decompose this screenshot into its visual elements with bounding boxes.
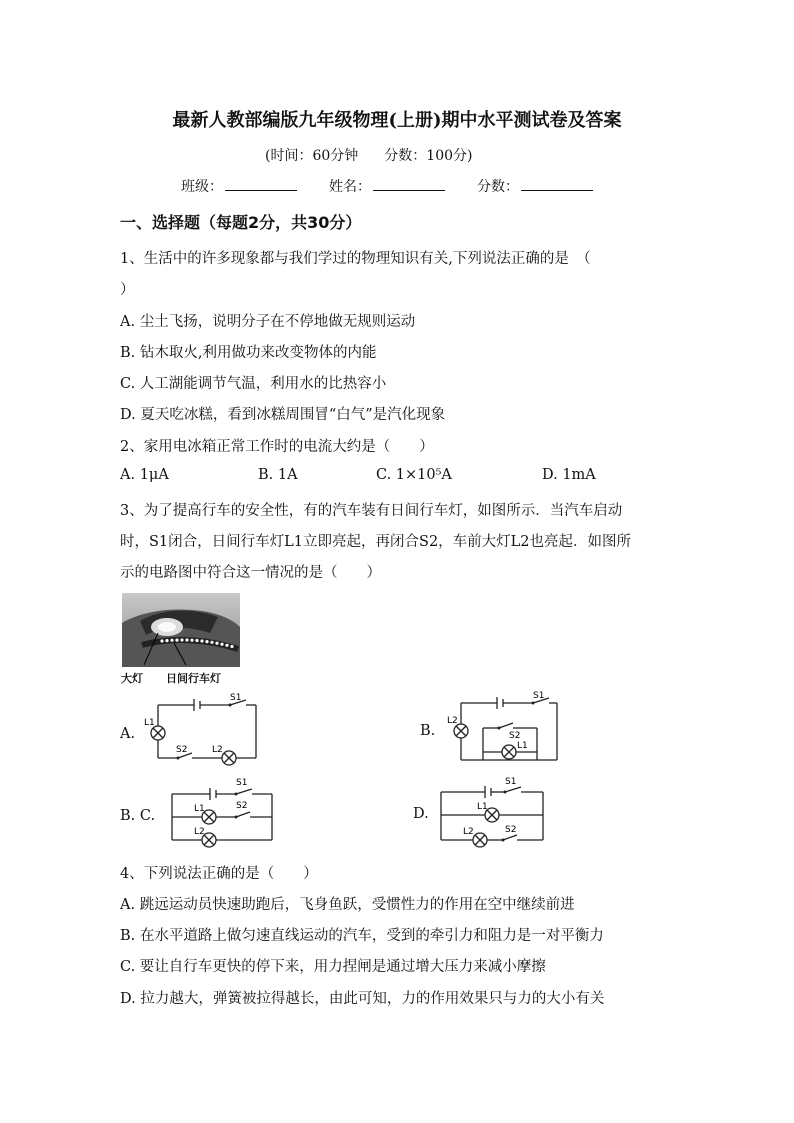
page-title: 最新人教部编版九年级物理(上册)期中水平测试卷及答案 (172, 110, 622, 131)
q1-option-c: C. 人工湖能调节气温，利用水的比热容小 (120, 376, 387, 392)
sym-l2: L2 (212, 745, 223, 755)
sym-s1: S1 (236, 778, 248, 788)
q4-option-a: A. 跳远运动员快速助跑后，飞身鱼跃，受惯性力的作用在空中继续前进 (120, 897, 575, 913)
q3-option-d-label: D. (413, 806, 429, 822)
name-blank[interactable] (373, 176, 445, 191)
sym-l2: L2 (463, 827, 474, 837)
q4-option-b: B. 在水平道路上做匀速直线运动的汽车，受到的牵引力和阻力是一对平衡力 (120, 928, 604, 944)
q1-option-d: D. 夏天吃冰糕，看到冰糕周围冒“白气”是汽化现象 (120, 407, 446, 423)
q3-stem-1: 3、为了提高行车的安全性，有的汽车装有日间行车灯，如图所示．当汽车启动 (120, 503, 623, 519)
label-daytime-light: 日间行车灯 (166, 672, 221, 685)
section-heading: 一、选择题（每题2分，共30分） (120, 213, 362, 232)
circuit-diagram-b (445, 688, 575, 772)
circuit-diagram-c (164, 774, 284, 856)
q1-option-a: A. 尘土飞扬，说明分子在不停地做无规则运动 (120, 314, 416, 330)
sym-s1: S1 (505, 777, 517, 787)
q3-option-a-label: A. (120, 726, 136, 742)
q2-option-c: C. 1×10⁵A (376, 467, 452, 483)
q2-option-b: B. 1A (258, 467, 298, 483)
sym-l1: L1 (194, 804, 205, 814)
q4-option-c: C. 要让自行车更快的停下来，用力捏闸是通过增大压力来减小摩擦 (120, 959, 546, 975)
exam-subtitle (265, 145, 498, 165)
circuit-diagram-d (433, 772, 553, 856)
sym-l1: L1 (517, 741, 528, 751)
q2-option-a: A. 1μA (120, 467, 169, 483)
sym-s1: S1 (533, 691, 545, 701)
q1-stem: 1、生活中的许多现象都与我们学过的物理知识有关,下列说法正确的是 （ (120, 251, 591, 267)
sym-s1: S1 (230, 693, 242, 703)
sym-s2: S2 (509, 731, 521, 741)
q3-stem-3: 示的电路图中符合这一情况的是（ ） (120, 565, 381, 581)
q2-option-d: D. 1mA (542, 467, 596, 483)
score-blank[interactable] (521, 176, 593, 191)
label-headlight: 大灯 (121, 672, 143, 685)
score-info: 分数：100分) (384, 148, 473, 164)
student-info (181, 176, 625, 196)
q4-stem: 4、下列说法正确的是（ ） (120, 866, 318, 882)
q1-option-b: B. 钻木取火,利用做功来改变物体的内能 (120, 345, 377, 361)
sym-s2: S2 (176, 745, 188, 755)
sym-l1: L1 (477, 802, 488, 812)
score-label: 分数： (477, 179, 519, 195)
car-headlight-photo (122, 593, 240, 667)
q3-stem-2: 时，S1闭合，日间行车灯L1立即亮起，再闭合S2，车前大灯L2也亮起．如图所 (120, 534, 632, 550)
circuit-diagram-a (142, 690, 272, 770)
q2-stem: 2、家用电冰箱正常工作时的电流大约是（ ） (120, 439, 434, 455)
sym-l2: L2 (447, 716, 458, 726)
class-label: 班级： (181, 179, 223, 195)
class-blank[interactable] (225, 176, 297, 191)
time-info: (时间：60分钟 (265, 148, 359, 164)
q3-option-b-label: B. (420, 723, 436, 739)
q4-option-d: D. 拉力越大，弹簧被拉得越长，由此可知，力的作用效果只与力的大小有关 (120, 991, 605, 1007)
sym-l2: L2 (194, 827, 205, 837)
sym-s2: S2 (505, 825, 517, 835)
q1-stem-cont: ） (120, 282, 135, 298)
sym-l1: L1 (144, 718, 155, 728)
name-label: 姓名： (329, 179, 371, 195)
sym-s2: S2 (236, 801, 248, 811)
q3-option-c-label: B. C. (120, 808, 156, 824)
